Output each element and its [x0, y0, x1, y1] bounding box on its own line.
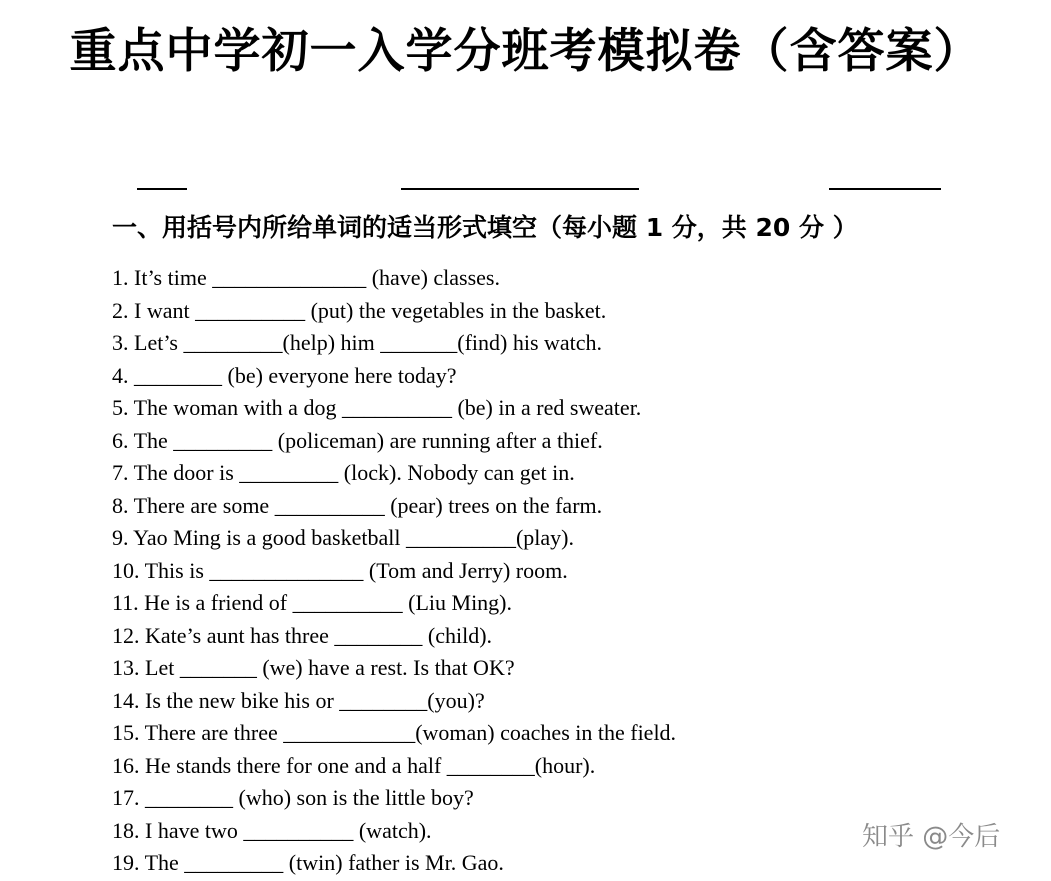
question-item: 2. I want __________ (put) the vegetables in the basket.: [112, 297, 607, 323]
question-item: 14. Is the new bike his or ________(you)?: [112, 687, 485, 713]
question-item: 16. He stands there for one and a half ________(hour).: [112, 752, 596, 778]
question-item: 8. There are some __________ (pear) trees on the farm.: [112, 492, 603, 518]
question-item: 15. There are three ____________(woman) coaches in the field.: [112, 720, 677, 745]
question-item: 19. The _________ (twin) father is Mr. Gao.: [112, 850, 504, 875]
section-heading: 一、用括号内所给单词的适当形式填空（每小题 1 分，共 20 分 ）: [112, 213, 858, 242]
question-item: 13. Let _______ (we) have a rest. Is that OK?: [112, 655, 515, 680]
question-item: 12. Kate’s aunt has three ________ (child).: [112, 622, 493, 648]
question-item: 9. Yao Ming is a good basketball __________(play).: [112, 525, 574, 550]
question-item: 5. The woman with a dog __________ (be) in a red sweater.: [112, 395, 642, 420]
question-item: 18. I have two __________ (watch).: [112, 817, 432, 843]
watermark: 知乎 @今后: [862, 822, 1001, 852]
question-list: [112, 262, 676, 880]
name-blank-line: [401, 188, 639, 190]
question-item: 11. He is a friend of __________ (Liu Ming).: [112, 590, 513, 615]
question-item: 3. Let’s _________(help) him _______(find) his watch.: [112, 330, 603, 355]
question-item: 4. ________ (be) everyone here today?: [112, 362, 457, 388]
question-item: 7. The door is _________ (lock). Nobody can get in.: [112, 460, 575, 485]
question-item: 17. ________ (who) son is the little boy?: [112, 785, 474, 810]
document-title: 重点中学初一入学分班考模拟卷（含答案）: [69, 24, 982, 79]
question-item: 6. The _________ (policeman) are running after a thief.: [112, 427, 603, 453]
class-blank-line: [137, 188, 187, 190]
question-item: 1. It’s time ______________ (have) classes.: [112, 265, 500, 290]
score-blank-line: [829, 188, 941, 190]
question-item: 10. This is ______________ (Tom and Jerry) room.: [112, 557, 568, 583]
